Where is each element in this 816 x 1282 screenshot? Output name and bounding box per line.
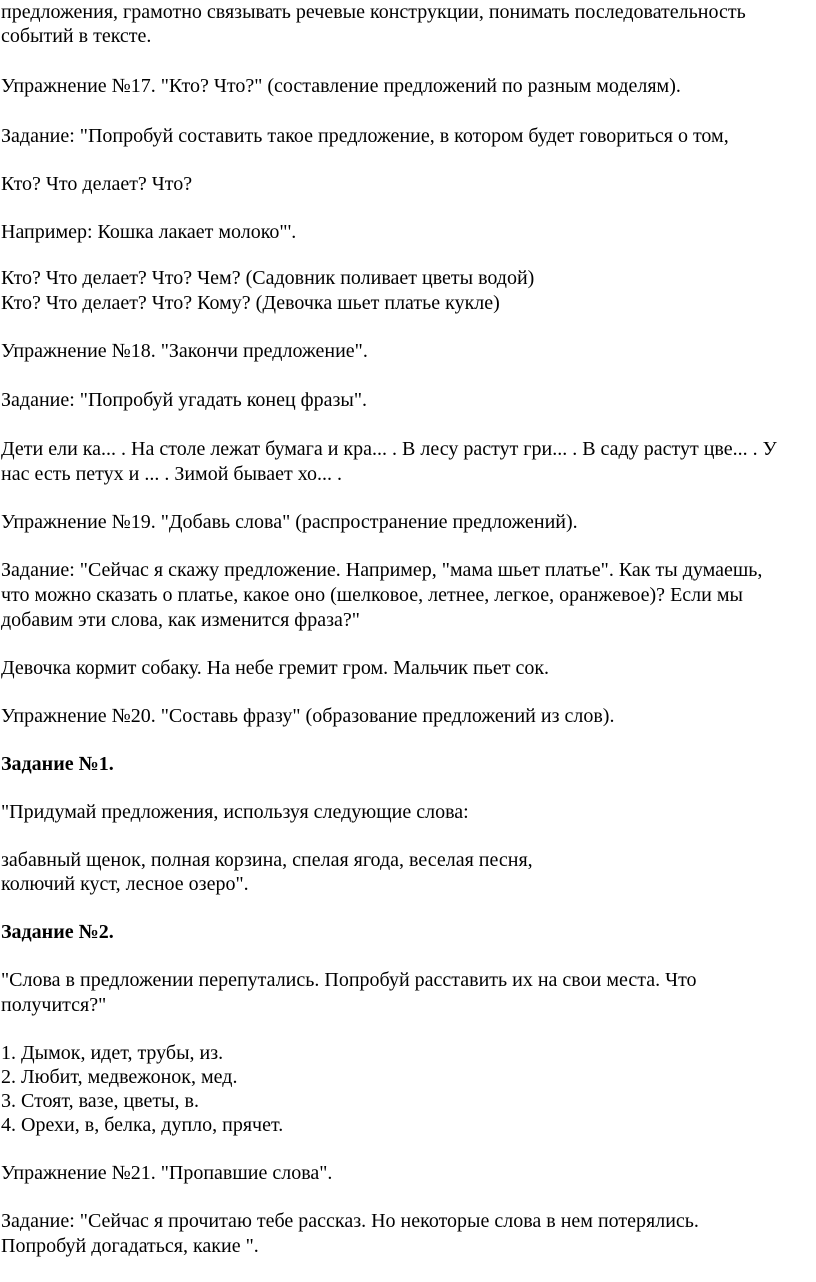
- exercise-20-task-1-heading: Задание №1.: [1, 753, 114, 775]
- exercise-20-task-1-words-line-2: колючий куст, лесное озеро".: [1, 873, 249, 895]
- exercise-18-text-line-2: нас есть петух и ... . Зимой бывает хо... .: [1, 463, 342, 485]
- exercise-17-model-2: Кто? Что делает? Что? Чем? (Садовник поливает цветы водой): [1, 267, 535, 289]
- exercise-20-task-1-instruction: "Придумай предложения, используя следующие слова:: [1, 801, 469, 823]
- exercise-21-heading: Упражнение №21. "Пропавшие слова".: [1, 1162, 333, 1184]
- exercise-20-task-2-item-1: 1. Дымок, идет, трубы, из.: [1, 1042, 224, 1064]
- exercise-17-model-1: Кто? Что делает? Что?: [1, 173, 193, 195]
- exercise-21-task-line-2: Попробуй догадаться, какие ".: [1, 1235, 259, 1257]
- exercise-20-task-1-words-line-1: забавный щенок, полная корзина, спелая ягода, веселая песня,: [1, 849, 533, 871]
- exercise-20-task-2-instruction-line-2: получится?": [1, 994, 107, 1016]
- exercise-21-task-line-1: Задание: "Сейчас я прочитаю тебе рассказ. Но некоторые слова в нем потерялись.: [1, 1210, 699, 1232]
- exercise-20-task-2-item-3: 3. Стоят, вазе, цветы, в.: [1, 1090, 199, 1112]
- exercise-20-task-2-heading: Задание №2.: [1, 921, 114, 943]
- exercise-19-sentences: Девочка кормит собаку. На небе гремит гром. Мальчик пьет сок.: [1, 657, 550, 679]
- exercise-17-task: Задание: "Попробуй составить такое предложение, в котором будет говориться о том,: [1, 125, 729, 147]
- exercise-18-heading: Упражнение №18. "Закончи предложение".: [1, 340, 368, 362]
- exercise-19-task-line-2: что можно сказать о платье, какое оно (шелковое, летнее, легкое, оранжевое)? Если мы: [1, 584, 743, 606]
- exercise-17-heading: Упражнение №17. "Кто? Что?" (составление предложений по разным моделям).: [1, 75, 681, 97]
- exercise-19-task-line-1: Задание: "Сейчас я скажу предложение. Например, "мама шьет платье". Как ты думаешь,: [1, 559, 763, 581]
- exercise-18-text-line-1: Дети ели ка... . На столе лежат бумага и кра... . В лесу растут гри... . В саду растут цве... . У: [1, 438, 777, 460]
- paragraph-intro-line-2: событий в тексте.: [1, 25, 152, 47]
- exercise-20-heading: Упражнение №20. "Составь фразу" (образование предложений из слов).: [1, 705, 615, 727]
- exercise-20-task-2-item-4: 4. Орехи, в, белка, дупло, прячет.: [1, 1114, 284, 1136]
- exercise-19-heading: Упражнение №19. "Добавь слова" (распространение предложений).: [1, 511, 578, 533]
- exercise-20-task-2-item-2: 2. Любит, медвежонок, мед.: [1, 1066, 238, 1088]
- exercise-18-task: Задание: "Попробуй угадать конец фразы".: [1, 389, 368, 411]
- exercise-17-model-3: Кто? Что делает? Что? Кому? (Девочка шьет платье кукле): [1, 292, 500, 314]
- exercise-17-example: Например: Кошка лакает молоко"'.: [1, 221, 297, 243]
- paragraph-intro-line-1: предложения, грамотно связывать речевые конструкции, понимать последовательность: [1, 1, 746, 23]
- exercise-19-task-line-3: добавим эти слова, как изменится фраза?": [1, 609, 360, 631]
- exercise-20-task-2-instruction-line-1: "Слова в предложении перепутались. Попробуй расставить их на свои места. Что: [1, 969, 697, 991]
